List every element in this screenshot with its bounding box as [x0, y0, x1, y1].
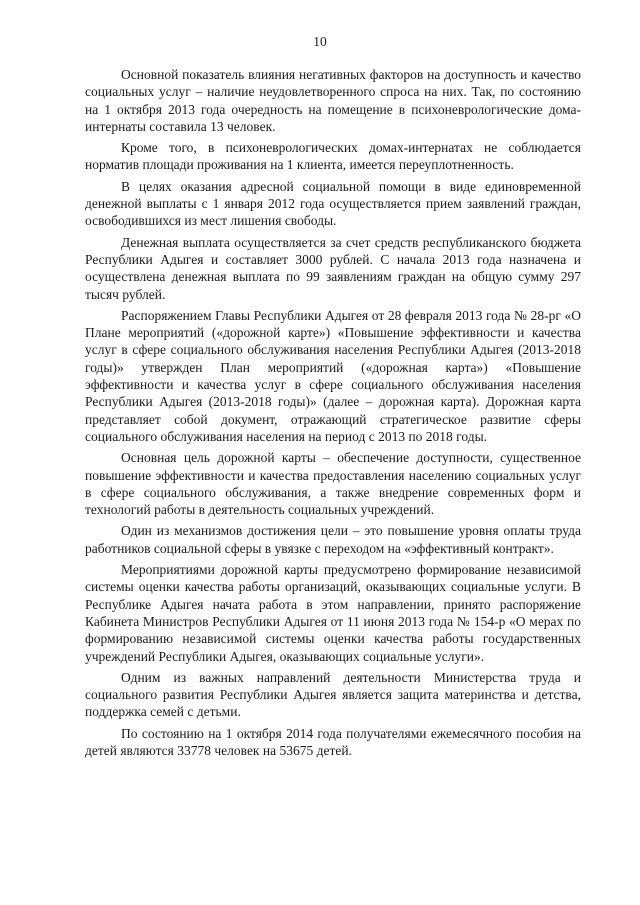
paragraph-payment-amount: Денежная выплата осуществляется за счет средств республиканского бюджета Республики Адыгея и составляет 3000 рублей. С начала 2013 года назначена и осуществлена денежная выплата по 99 заявлениям граждан на общую сумму 297 тысяч рублей. — [85, 234, 581, 302]
paragraph-overcrowding: Кроме того, в психоневрологических домах-интернатах не соблюдается норматив площади проживания на 1 клиента, имеется переуплотненность. — [85, 140, 581, 173]
paragraph-one-time-payment: В целях оказания адресной социальной помощи в виде единовременной денежной выплаты с 1 января 2012 года осуществляется прием заявлений граждан, освободившихся из мест лишения свободы. — [85, 178, 581, 229]
paragraph-roadmap-goal: Основная цель дорожной карты – обеспечение доступности, существенное повышение эффективности и качества предоставления населению социальных услуг в сфере социального обслуживания, а также внедрение современных форм и технологий работы в деятельность социальных учреждений. — [85, 450, 581, 518]
paragraph-quality-assessment: Мероприятиями дорожной карты предусмотрено формирование независимой системы оценки качества работы организаций, оказывающих социальные услуги. В Республике Адыгея начата работа в этом направлении, принято распоряжение Кабинета Министров Республики Адыгея от 11 июня 2013 года № 154-р «О мерах по формированию независимой системы оценки качества работы государственных учреждений Республики Адыгея, оказывающих социальные услуги». — [85, 562, 581, 664]
paragraph-child-benefit: По состоянию на 1 октября 2014 года получателями ежемесячного пособия на детей являются 33778 человек на 53675 детей. — [85, 725, 581, 758]
document-body — [85, 66, 581, 759]
paragraph-family-support: Одним из важных направлений деятельности Министерства труда и социального развития Республики Адыгея является защита материнства и детства, поддержка семей с детьми. — [85, 669, 581, 720]
paragraph-negative-factors: Основной показатель влияния негативных факторов на доступность и качество социальных услуг – наличие неудовлетворенного спроса на них. Так, по состоянию на 1 октября 2013 года очередность на помещение в психоневрологические дома-интернаты составила 13 человек. — [85, 67, 581, 134]
paragraph-wage-mechanism: Один из механизмов достижения цели – это повышение уровня оплаты труда работников социальной сферы в увязке с переходом на «эффективный контракт». — [85, 523, 581, 556]
paragraph-roadmap-decree: Распоряжением Главы Республики Адыгея от 28 февраля 2013 года № 28-рг «О Плане мероприятий («дорожной карте») «Повышение эффективности и качества услуг в сфере социального обслуживания населения Республики Адыгея (2013-2018 годы)» утвержден План мероприятий («дорожная карта») «Повышение эффективности и качества услуг в сфере социального обслуживания населения Республики Адыгея (2013-2018 годы)» (далее – дорожная карта). Дорожная карта представляет собой документ, отражающий стратегическое развитие сферы социального обслуживания населения на период с 2013 по 2018 годы. — [85, 307, 581, 444]
page-number: 10 — [313, 34, 327, 49]
